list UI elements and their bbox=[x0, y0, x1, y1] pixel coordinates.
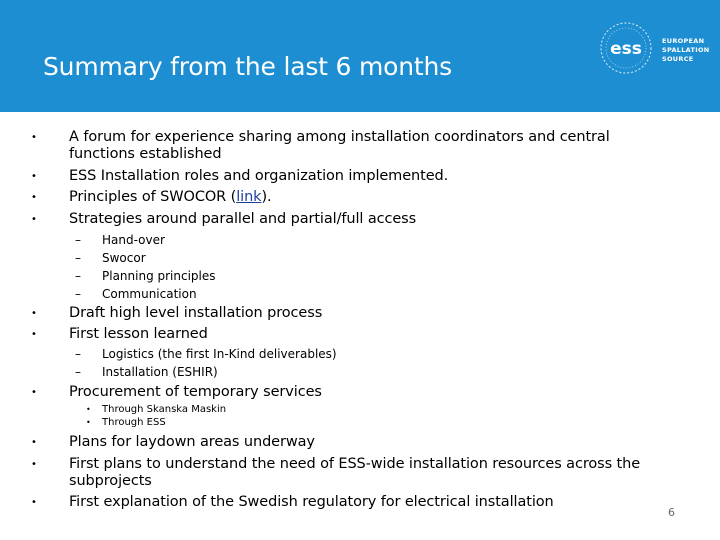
sub-list-item: Communication bbox=[102, 287, 197, 301]
logo-line-2: SPALLATION bbox=[662, 46, 710, 54]
logo-line-3: SOURCE bbox=[662, 55, 694, 63]
sub-list-item: Hand-over bbox=[102, 233, 165, 247]
list-item: Procurement of temporary services bbox=[69, 384, 322, 400]
dash: – bbox=[75, 251, 81, 265]
bullet: • bbox=[31, 387, 37, 398]
bullet: • bbox=[86, 405, 91, 414]
dash: – bbox=[75, 233, 81, 247]
page-number: 6 bbox=[668, 506, 675, 519]
dash: – bbox=[75, 269, 81, 283]
bullet: • bbox=[31, 214, 37, 225]
sub-sub-list-item: Through Skanska Maskin bbox=[102, 404, 227, 415]
list-item: First plans to understand the need of ESS-wide installation resources across the subprojects bbox=[69, 456, 641, 489]
sub-list-item: Installation (ESHIR) bbox=[102, 365, 218, 379]
logo-mark-text: ess bbox=[610, 39, 642, 59]
list-item-text: ). bbox=[261, 189, 272, 205]
bullet: • bbox=[31, 132, 37, 143]
bullet: • bbox=[31, 308, 37, 319]
bullet: • bbox=[31, 497, 37, 508]
slide-title: Summary from the last 6 months bbox=[43, 52, 452, 81]
sub-sub-list-item: Through ESS bbox=[102, 417, 166, 428]
list-item: A forum for experience sharing among installation coordinators and central functions established bbox=[69, 129, 610, 162]
dash: – bbox=[75, 365, 81, 379]
sub-list-item: Swocor bbox=[102, 251, 146, 265]
list-item: Draft high level installation process bbox=[69, 305, 323, 321]
list-item bbox=[69, 189, 669, 206]
bullet: • bbox=[31, 192, 37, 203]
list-item: ESS Installation roles and organization implemented. bbox=[69, 168, 449, 184]
logo-line-1: EUROPEAN bbox=[662, 37, 705, 45]
dash: – bbox=[75, 287, 81, 301]
list-item: Plans for laydown areas underway bbox=[69, 434, 315, 450]
bullet: • bbox=[31, 437, 37, 448]
list-item: First explanation of the Swedish regulatory for electrical installation bbox=[69, 494, 554, 510]
list-item-text: Principles of SWOCOR ( bbox=[69, 189, 237, 205]
bullet: • bbox=[31, 171, 37, 182]
swocor-link[interactable]: link bbox=[236, 189, 262, 205]
bullet: • bbox=[31, 459, 37, 470]
sub-list-item: Planning principles bbox=[102, 269, 216, 283]
list-item: First lesson learned bbox=[69, 326, 208, 342]
sub-list-item: Logistics (the first In-Kind deliverables) bbox=[102, 347, 337, 361]
bullet: • bbox=[31, 329, 37, 340]
dash: – bbox=[75, 347, 81, 361]
bullet: • bbox=[86, 418, 91, 427]
list-item: Strategies around parallel and partial/full access bbox=[69, 211, 417, 227]
